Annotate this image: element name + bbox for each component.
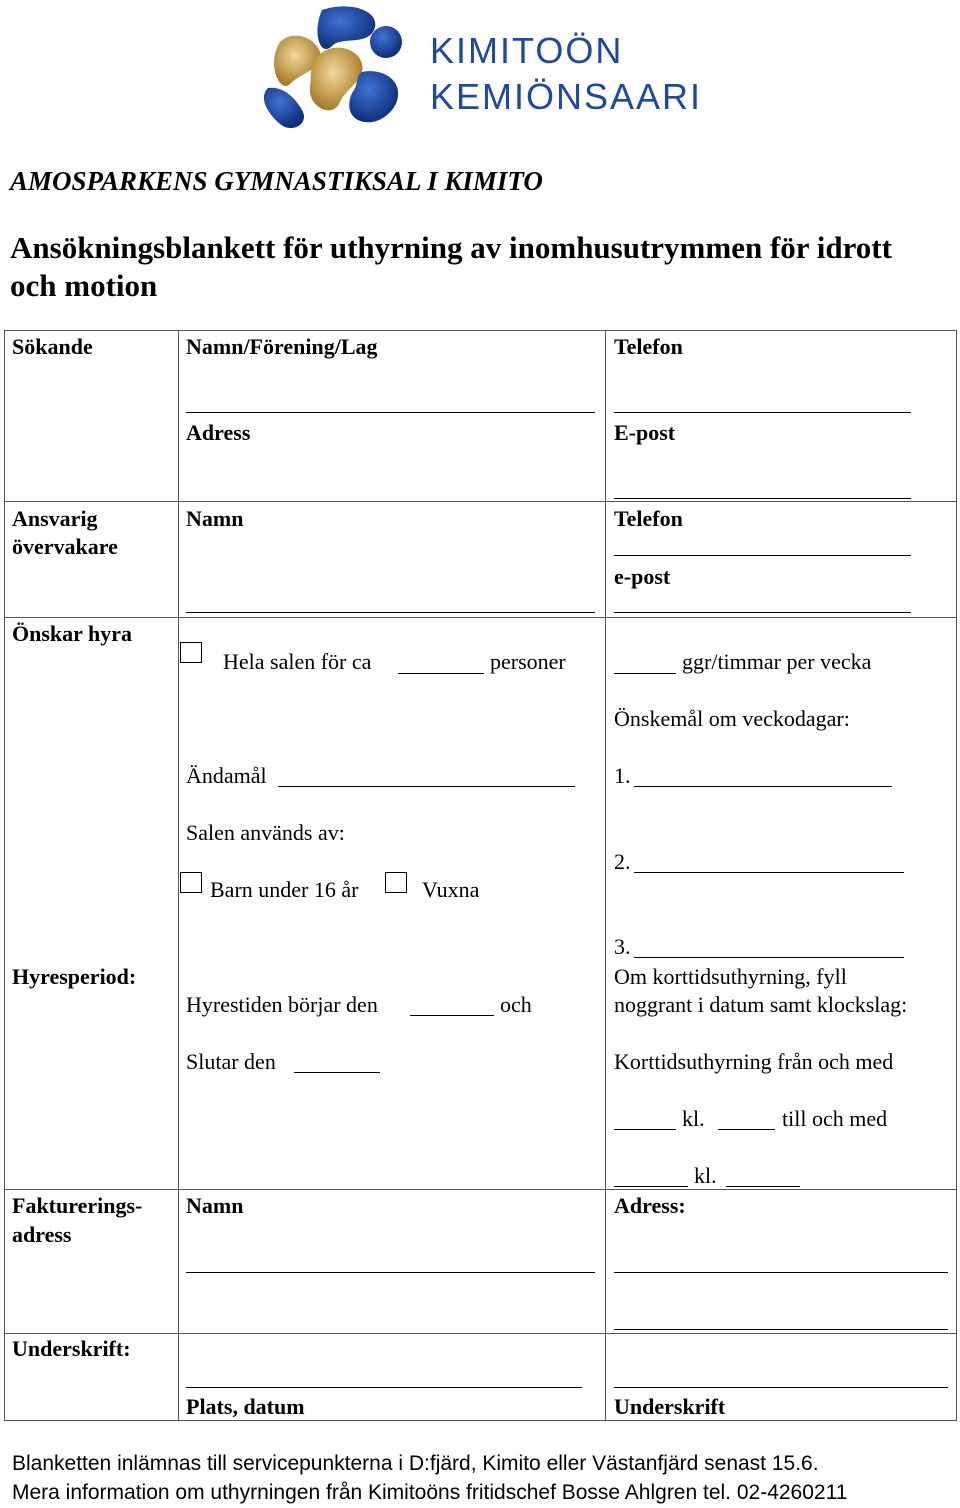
form-title: Ansökningsblankett för uthyrning av inomhusutrymmen för idrott och motion	[10, 230, 892, 303]
adults-option-label: Vuxna	[422, 877, 480, 902]
end-date-text: Slutar den	[186, 1049, 276, 1074]
billing-name-label: Namn	[186, 1193, 244, 1218]
logo-emblem-icon	[262, 2, 422, 134]
and-text: och	[500, 992, 532, 1017]
column-divider	[605, 330, 606, 1421]
short-term-note-line2: noggrant i datum samt klockslag:	[614, 992, 908, 1017]
row-divider	[4, 1333, 957, 1334]
weekday-1-field[interactable]	[634, 786, 892, 787]
weekday-wish-label: Önskemål om veckodagar:	[614, 706, 850, 731]
billing-address-field-2[interactable]	[614, 1329, 948, 1330]
until-text: till och med	[782, 1106, 888, 1131]
table-border-bottom	[4, 1420, 957, 1421]
purpose-label: Ändamål	[186, 763, 267, 788]
short-term-end-date-field[interactable]	[614, 1186, 688, 1187]
place-date-label: Plats, datum	[186, 1394, 305, 1419]
billing-label-line2: adress	[12, 1222, 72, 1247]
row-divider	[4, 1189, 957, 1190]
applicant-name-label: Namn/Förening/Lag	[186, 334, 378, 359]
end-date-field[interactable]	[294, 1072, 380, 1073]
place-date-field[interactable]	[186, 1387, 582, 1388]
whole-hall-text: Hela salen för ca	[223, 649, 372, 674]
applicant-email-label: E-post	[614, 420, 676, 445]
short-term-from-text: Korttidsuthyrning från och med	[614, 1049, 894, 1074]
kl-label-2: kl.	[694, 1163, 717, 1188]
billing-address-label: Adress:	[614, 1193, 686, 1218]
short-term-end-time-field[interactable]	[726, 1186, 800, 1187]
per-week-text: ggr/timmar per vecka	[682, 649, 872, 674]
period-label: Hyresperiod:	[12, 964, 137, 989]
signature-field[interactable]	[614, 1387, 948, 1388]
children-checkbox[interactable]	[180, 872, 202, 893]
signature-label: Underskrift	[614, 1394, 726, 1419]
applicant-email-field[interactable]	[614, 498, 911, 499]
short-term-note-line1: Om korttidsuthyrning, fyll	[614, 964, 847, 989]
supervisor-label-line1: Ansvarig	[12, 506, 98, 531]
footer-contact-info: Mera information om uthyrningen från Kimitoöns fritidschef Bosse Ahlgren tel. 02-4260211	[12, 1481, 848, 1504]
row-divider	[4, 501, 957, 502]
applicant-phone-label: Telefon	[614, 334, 683, 359]
applicant-phone-field[interactable]	[614, 412, 911, 413]
supervisor-label-line2: övervakare	[12, 534, 118, 559]
rental-label: Önskar hyra	[12, 621, 133, 646]
weekday-item-1: 1.	[614, 763, 631, 788]
billing-label-line1: Fakturerings-	[12, 1193, 143, 1218]
logo-text-line1: KIMITOÖN	[430, 30, 624, 71]
applicant-label: Sökande	[12, 334, 93, 359]
weekday-item-2: 2.	[614, 849, 631, 874]
start-date-field[interactable]	[410, 1015, 494, 1016]
column-divider	[178, 330, 179, 1421]
supervisor-email-field[interactable]	[614, 612, 911, 613]
billing-address-field-1[interactable]	[614, 1272, 948, 1273]
weekday-item-3: 3.	[614, 934, 631, 959]
persons-count-field[interactable]	[398, 673, 484, 674]
applicant-address-label: Adress	[186, 420, 251, 445]
venue-title: AMOSPARKENS GYMNASTIKSAL I KIMITO	[10, 166, 543, 196]
supervisor-email-label: e-post	[614, 564, 671, 589]
kimitoon-logo	[262, 2, 702, 134]
adults-checkbox[interactable]	[385, 872, 407, 893]
kl-label-1: kl.	[682, 1106, 705, 1131]
table-border-top	[4, 330, 957, 331]
persons-text: personer	[490, 649, 566, 674]
purpose-field[interactable]	[278, 786, 575, 787]
column-divider	[4, 330, 5, 1421]
weekday-2-field[interactable]	[634, 872, 904, 873]
supervisor-phone-label: Telefon	[614, 506, 683, 531]
column-divider	[956, 330, 957, 1421]
supervisor-name-field[interactable]	[186, 612, 595, 613]
footer-submission-note: Blanketten inlämnas till servicepunkterna i D:fjärd, Kimito eller Västanfjärd senast 15.6.	[12, 1452, 819, 1475]
supervisor-name-label: Namn	[186, 506, 244, 531]
short-term-start-time-field[interactable]	[718, 1129, 775, 1130]
start-date-text: Hyrestiden börjar den	[186, 992, 378, 1017]
row-divider	[4, 617, 957, 618]
whole-hall-checkbox[interactable]	[180, 642, 202, 663]
logo-text-line2: KEMIÖNSAARI	[430, 76, 703, 117]
billing-name-field[interactable]	[186, 1272, 595, 1273]
signature-row-label: Underskrift:	[12, 1336, 131, 1361]
times-per-week-field[interactable]	[614, 673, 676, 674]
supervisor-phone-field[interactable]	[614, 555, 911, 556]
children-option-label: Barn under 16 år	[210, 877, 359, 902]
applicant-name-field[interactable]	[186, 412, 595, 413]
weekday-3-field[interactable]	[634, 957, 904, 958]
used-by-label: Salen används av:	[186, 820, 345, 845]
short-term-start-date-field[interactable]	[614, 1129, 676, 1130]
